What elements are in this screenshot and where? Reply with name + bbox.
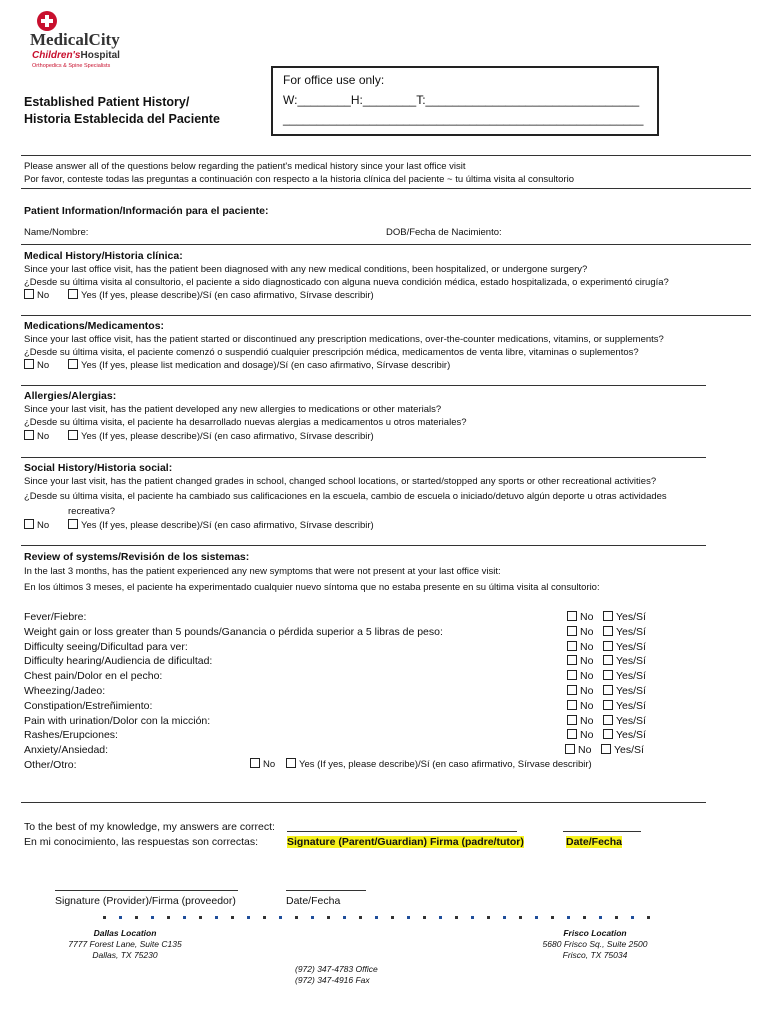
- divider-dot: [199, 916, 202, 919]
- ros-q-es: En los últimos 3 meses, el paciente ha experimentado cualquier nuevo síntoma que no estaba presente en su última visita al consultorio:: [24, 582, 600, 593]
- name-label: Name/Nombre:: [24, 227, 89, 238]
- ros-item-label: Fever/Fiebre:: [24, 611, 87, 623]
- ros-item-yes-label: Yes/Sí: [616, 640, 646, 653]
- ros-item-no-label: No: [580, 625, 594, 638]
- ros-item-no-checkbox[interactable]: [567, 626, 577, 636]
- divider-dot: [503, 916, 506, 919]
- ros-item-no-label: No: [580, 729, 594, 742]
- ros-item-label: Weight gain or loss greater than 5 pounds/Ganancia o pérdida superior a 5 libras de peso:: [24, 625, 443, 638]
- social-yes-label: Yes (If yes, please describe)/Sí (en caso afirmativo, Sírvase describir): [81, 520, 374, 531]
- ros-item-no-label: No: [580, 714, 594, 727]
- allergies-no-checkbox[interactable]: [24, 430, 34, 440]
- ros-item-yes-checkbox[interactable]: [603, 729, 613, 739]
- ros-item-yes-checkbox[interactable]: [603, 715, 613, 725]
- allergies-q-en: Since your last visit, has the patient developed any new allergies to medications or other materials?: [24, 404, 442, 415]
- ros-heading: Review of systems/Revisión de los sistemas:: [24, 551, 250, 563]
- parent-signature-line[interactable]: [287, 831, 517, 832]
- social-heading: Social History/Historia social:: [24, 462, 173, 474]
- medications-yes-checkbox[interactable]: [68, 359, 78, 369]
- medical-history-yes-label: Yes (If yes, please describe)/Sí (en caso afirmativo, Sírvase describir): [81, 290, 374, 301]
- office-phone: (972) 347-4783 Office: [295, 964, 378, 974]
- ros-item-label: Chest pain/Dolor en el pecho:: [24, 670, 163, 683]
- ros-item-yes-checkbox[interactable]: [601, 744, 611, 754]
- ros-item-no-label: No: [580, 640, 594, 653]
- form-title-es: Historia Establecida del Paciente: [24, 112, 220, 126]
- divider-dot: [519, 916, 522, 919]
- divider-dot: [583, 916, 586, 919]
- divider-dot: [631, 916, 634, 919]
- ros-other-no-checkbox[interactable]: [250, 758, 260, 768]
- ros-item-no-checkbox[interactable]: [567, 715, 577, 725]
- divider-dot: [279, 916, 282, 919]
- office-use-heading: For office use only:: [283, 73, 385, 87]
- divider-dot: [151, 916, 154, 919]
- divider-dot: [135, 916, 138, 919]
- ros-item-label: Constipation/Estreñimiento:: [24, 699, 153, 712]
- logo-line1: MedicalCity: [30, 30, 120, 49]
- office-use-line1[interactable]: W:________H:________T:________________________________: [283, 93, 640, 107]
- ros-item-yes-label: Yes/Sí: [616, 699, 646, 712]
- medical-cross-icon: [36, 10, 58, 32]
- ros-item-no-label: No: [580, 699, 594, 712]
- parent-date-line[interactable]: [563, 831, 641, 832]
- ros-item-yes-label: Yes/Sí: [616, 625, 646, 638]
- dallas-addr2: Dallas, TX 75230: [92, 950, 158, 960]
- medications-no-checkbox[interactable]: [24, 359, 34, 369]
- divider-dot: [119, 916, 122, 919]
- divider-dot: [215, 916, 218, 919]
- ros-item-no-checkbox[interactable]: [567, 670, 577, 680]
- ros-item-no-checkbox[interactable]: [567, 700, 577, 710]
- ros-item-label: Pain with urination/Dolor con la micción:: [24, 714, 211, 727]
- divider-dot: [615, 916, 618, 919]
- provider-signature-label: Signature (Provider)/Firma (proveedor): [55, 895, 236, 907]
- ros-item-yes-checkbox[interactable]: [603, 655, 613, 665]
- divider-dot: [599, 916, 602, 919]
- provider-date-line[interactable]: [286, 890, 366, 891]
- social-no-checkbox[interactable]: [24, 519, 34, 529]
- ros-item-label: Difficulty hearing/Audiencia de dificultad:: [24, 655, 213, 668]
- divider-dot: [567, 916, 570, 919]
- ros-item-no-label: No: [578, 744, 592, 757]
- ros-item-yes-label: Yes/Sí: [616, 685, 646, 697]
- provider-date-label: Date/Fecha: [286, 895, 341, 907]
- medications-heading: Medications/Medicamentos:: [24, 320, 165, 332]
- divider-dot: [327, 916, 330, 919]
- medical-history-no-label: No: [37, 290, 50, 301]
- intro-en: Please answer all of the questions below regarding the patient's medical history since your last office visit: [24, 161, 466, 172]
- ros-item-no-label: No: [580, 655, 594, 668]
- divider-dot: [487, 916, 490, 919]
- intro-es: Por favor, conteste todas las preguntas a continuación con respecto a la historia clínica del paciente ~ tu última visita al consultorio: [24, 174, 574, 185]
- ros-item-yes-label: Yes/Sí: [616, 670, 646, 683]
- ros-item-yes-checkbox[interactable]: [603, 685, 613, 695]
- allergies-no-label: No: [37, 431, 50, 442]
- ros-item-yes-checkbox[interactable]: [603, 700, 613, 710]
- medical-history-q-es: ¿Desde su última visita al consultorio, el paciente a sido diagnosticado con alguna nueva condición médica, estado hospitalizada, o experimentó cirugía?: [24, 277, 669, 288]
- ros-item-yes-label: Yes/Sí: [616, 655, 646, 668]
- medications-q-es: ¿Desde su última visita, el paciente comenzó o suspendió cualquier prescripción médica, medicamentos de venta libre, vitaminas o suplementos?: [24, 347, 639, 358]
- ros-item-yes-checkbox[interactable]: [603, 670, 613, 680]
- divider-dot: [183, 916, 186, 919]
- divider-dot: [391, 916, 394, 919]
- ros-item-no-checkbox[interactable]: [567, 729, 577, 739]
- ros-other-no-label: No: [263, 759, 276, 770]
- divider-dot: [295, 916, 298, 919]
- dallas-addr1: 7777 Forest Lane, Suite C135: [68, 939, 182, 949]
- ros-item-yes-checkbox[interactable]: [603, 641, 613, 651]
- ros-other-yes-label: Yes (If yes, please describe)/Sí (en caso afirmativo, Sírvase describir): [299, 759, 592, 770]
- divider-dot: [423, 916, 426, 919]
- divider-dot: [647, 916, 650, 919]
- social-q-en: Since your last visit, has the patient changed grades in school, changed school locations, or started/stopped any sports or other recreational activities?: [24, 476, 657, 487]
- ros-item-no-checkbox[interactable]: [567, 655, 577, 665]
- social-no-label: No: [37, 520, 50, 531]
- divider-dot: [343, 916, 346, 919]
- ros-other-yes-checkbox[interactable]: [286, 758, 296, 768]
- divider-dot: [455, 916, 458, 919]
- logo-tagline: Orthopedics & Spine Specialists: [32, 63, 111, 69]
- divider-dot: [167, 916, 170, 919]
- medical-history-q-en: Since your last office visit, has the patient been diagnosed with any new medical conditions, been hospitalized, or undergone surgery?: [24, 264, 588, 275]
- medical-history-yes-checkbox[interactable]: [68, 289, 78, 299]
- ros-item-yes-label: Yes/Sí: [616, 611, 646, 623]
- medications-yes-label: Yes (If yes, please list medication and dosage)/Sí (en caso afirmativo, Sírvase describir): [81, 360, 451, 371]
- ros-item-no-checkbox[interactable]: [565, 744, 575, 754]
- social-q-es: ¿Desde su última visita, el paciente ha cambiado sus calificaciones en la escuela, cambio de escuela o iniciado/detuvo algún deporte u otras actividades: [24, 491, 667, 502]
- medications-no-label: No: [37, 360, 50, 371]
- divider-dot: [407, 916, 410, 919]
- divider-dot: [535, 916, 538, 919]
- ros-item-yes-label: Yes/Sí: [614, 744, 644, 757]
- allergies-yes-label: Yes (If yes, please describe)/Sí (en caso afirmativo, Sírvase describir): [81, 431, 374, 442]
- parent-date-label: Date/Fecha: [566, 836, 623, 848]
- divider-dot: [103, 916, 106, 919]
- ros-item-no-label: No: [580, 611, 594, 623]
- ros-item-yes-checkbox[interactable]: [603, 611, 613, 621]
- divider-dot: [263, 916, 266, 919]
- patient-info-heading: Patient Information/Información para el paciente:: [24, 205, 269, 217]
- ros-item-label: Rashes/Erupciones:: [24, 729, 118, 742]
- divider-dot: [439, 916, 442, 919]
- ros-other-label: Other/Otro:: [24, 759, 77, 771]
- provider-signature-line[interactable]: [55, 890, 238, 891]
- social-q-es-2: recreativa?: [68, 506, 115, 517]
- frisco-addr2: Frisco, TX 75034: [562, 950, 628, 960]
- ros-item-no-checkbox[interactable]: [567, 641, 577, 651]
- social-yes-checkbox[interactable]: [68, 519, 78, 529]
- ros-item-yes-label: Yes/Sí: [616, 714, 646, 727]
- form-title-en: Established Patient History/: [24, 95, 190, 109]
- allergies-q-es: ¿Desde su última visita, el paciente ha desarrollado nuevas alergias a medicamentos u otros materiales?: [24, 417, 467, 428]
- office-use-line2[interactable]: ______________________________________________________: [283, 112, 644, 126]
- ros-item-yes-label: Yes/Sí: [616, 729, 646, 742]
- divider-dot: [231, 916, 234, 919]
- ros-item-label: Difficulty seeing/Dificultad para ver:: [24, 640, 188, 653]
- logo-line2a: Children's: [32, 50, 81, 61]
- divider-dot: [551, 916, 554, 919]
- ros-item-no-label: No: [580, 685, 594, 697]
- divider-dot: [311, 916, 314, 919]
- ros-item-no-checkbox[interactable]: [567, 611, 577, 621]
- divider-dot: [359, 916, 362, 919]
- ros-item-yes-checkbox[interactable]: [603, 626, 613, 636]
- frisco-addr1: 5680 Frisco Sq., Suite 2500: [542, 939, 648, 949]
- dob-label: DOB/Fecha de Nacimiento:: [386, 227, 502, 238]
- allergies-yes-checkbox[interactable]: [68, 430, 78, 440]
- attest-es: En mi conocimiento, las respuestas son correctas:: [24, 836, 259, 848]
- medications-q-en: Since your last office visit, has the patient started or discontinued any prescription medications, over-the-counter medications, vitamins, or supplements?: [24, 334, 664, 345]
- divider-dot: [247, 916, 250, 919]
- ros-item-no-label: No: [580, 670, 594, 683]
- ros-item-label: Anxiety/Ansiedad:: [24, 744, 109, 757]
- medical-history-no-checkbox[interactable]: [24, 289, 34, 299]
- allergies-heading: Allergies/Alergias:: [24, 390, 117, 402]
- dallas-title: Dallas Location: [93, 928, 157, 938]
- office-fax: (972) 347-4916 Fax: [295, 975, 370, 985]
- divider-dot: [471, 916, 474, 919]
- ros-item-label: Wheezing/Jadeo:: [24, 685, 106, 697]
- attest-en: To the best of my knowledge, my answers are correct:: [24, 821, 275, 833]
- ros-item-no-checkbox[interactable]: [567, 685, 577, 695]
- parent-signature-label: Signature (Parent/Guardian) Firma (padre/tutor): [287, 836, 524, 848]
- logo-line2b: Hospital: [80, 50, 120, 61]
- medical-history-heading: Medical History/Historia clínica:: [24, 250, 183, 262]
- frisco-title: Frisco Location: [563, 928, 627, 938]
- divider-dot: [375, 916, 378, 919]
- ros-q-en: In the last 3 months, has the patient experienced any new symptoms that were not present at your last office visit:: [24, 566, 501, 577]
